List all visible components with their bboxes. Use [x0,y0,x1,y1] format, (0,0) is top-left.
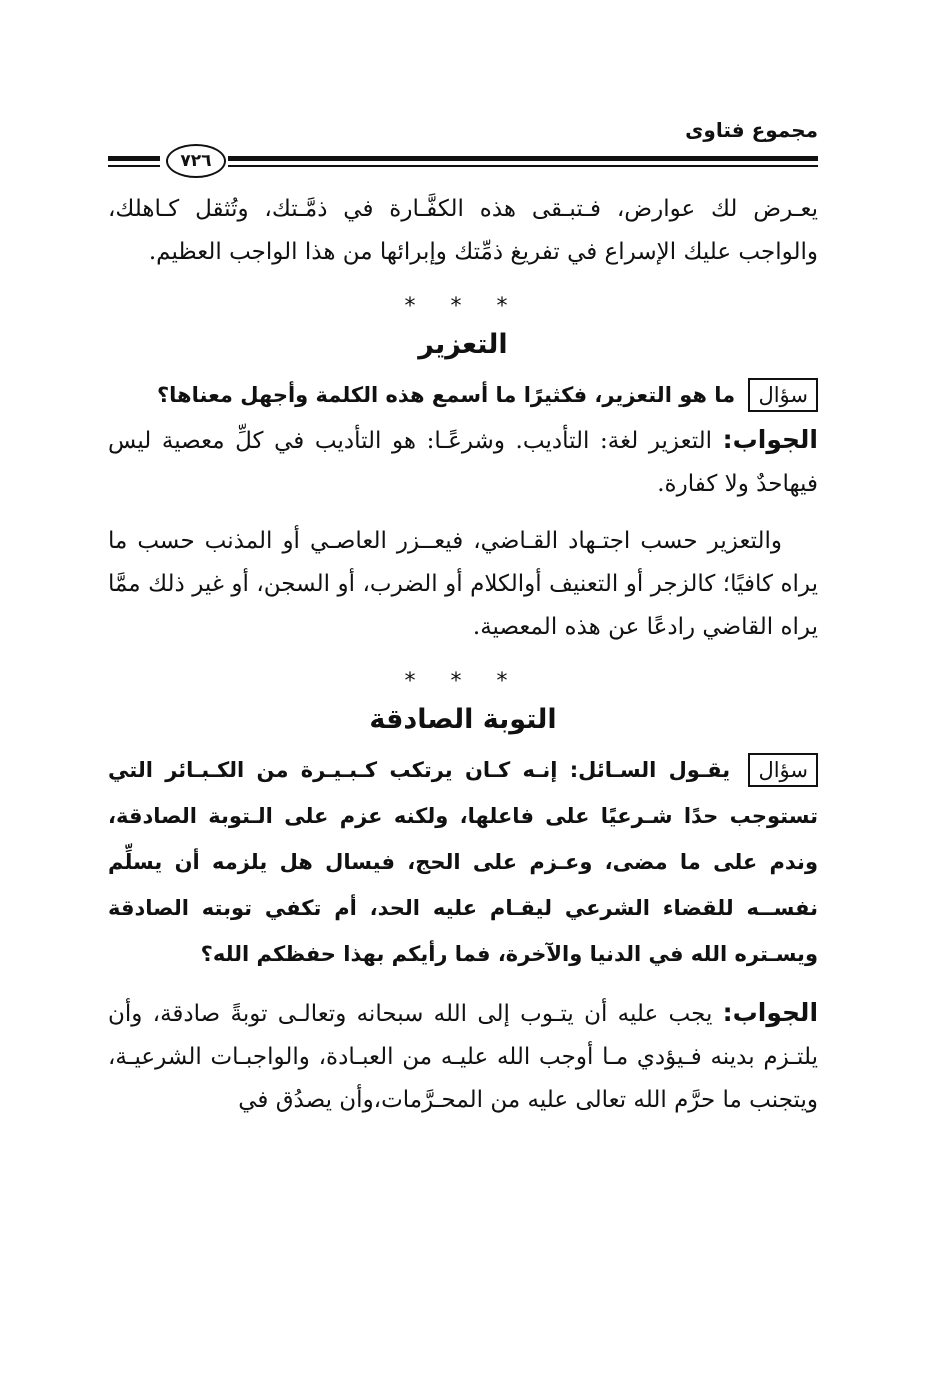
paragraph-gap [108,977,818,991]
header-rule [228,156,818,161]
header-rule-short [108,156,160,161]
answer-taazir [108,418,818,506]
question-text: ما هو التعزير، فكثيرًا ما أسمع هذه الكلمة وأجهل معناها؟ [156,383,736,407]
section-separator: * * * [404,294,522,319]
page-content [108,188,818,1122]
paragraph-gap [108,506,818,520]
header-bar [108,144,818,184]
intro-paragraph: يعـرض لك عوارض، فـتبـقى هذه الكفَّـارة في ذمَّـتك، وتُثقل كـاهلك، والواجب عليك الإسراع في تفريغ ذمِّتك وإبرائها من هذا الواجب العظيم. [108,196,818,265]
page-number: ٧٢٦ [166,144,226,178]
section-title-tawba: التوبة الصادقة [369,704,557,735]
header-rule-short-thin [108,165,160,167]
answer-tawba [108,991,818,1122]
header-rule-thin [228,165,818,167]
question-badge: سؤال [748,378,818,412]
section-title-taazir: التعزير [418,329,508,360]
question-taazir [108,372,818,418]
answer-text: التعزير لغة: التأديب. وشرعًـا: هو التأديب في كلِّ معصية ليس فيهاحدٌ ولا كفارة. [108,428,818,497]
question-tawba [108,747,818,977]
question-badge: سؤال [748,753,818,787]
answer-label: الجواب: [722,998,819,1027]
answer-taazir-continued: والتعزير حسب اجتـهاد القـاضي، فيعــزر العاصـي أو المذنب حسب ما يراه كافيًا؛ كالزجر أو التعنيف أوالكلام أو الضرب، أو السجن، أو غير ذلك ممَّا يراه القاضي رادعًا عن هذه المعصية. [108,528,818,640]
section-separator: * * * [404,669,522,694]
answer-label: الجواب: [722,425,818,454]
question-text: يقـول السـائل: إنـه كـان يرتكب كـبـيـرة من الكـبـائر التي تستوجب حدًا شـرعيًا على فاعلها، ولكنه عزم على الـتوبة الصادقة، وندم على ما مضى، وعـزم على الحج، فيسال هل يلزمه أن يسلِّم نفســه للقضاء الشرعي ليقـام عليه الحد، أم تكفي توبته الصادقة ويسـتره الله في الدنيا والآخرة، فما رأيكم بهذا حفظكم الله؟ [108,758,818,966]
answer-text: يجب عليه أن يتـوب إلى الله سبحانه وتعالـى توبةً صادقة، وأن يلتـزم بدينه فـيؤدي مـا أوجب الله عليـه من العبـادة، والواجبـات الشرعيـة، ويتجنب ما حرَّم الله تعالى عليه من المحـرَّمات،وأن يصدُق في [108,1001,818,1113]
running-title: مجموع فتاوى [685,118,818,142]
